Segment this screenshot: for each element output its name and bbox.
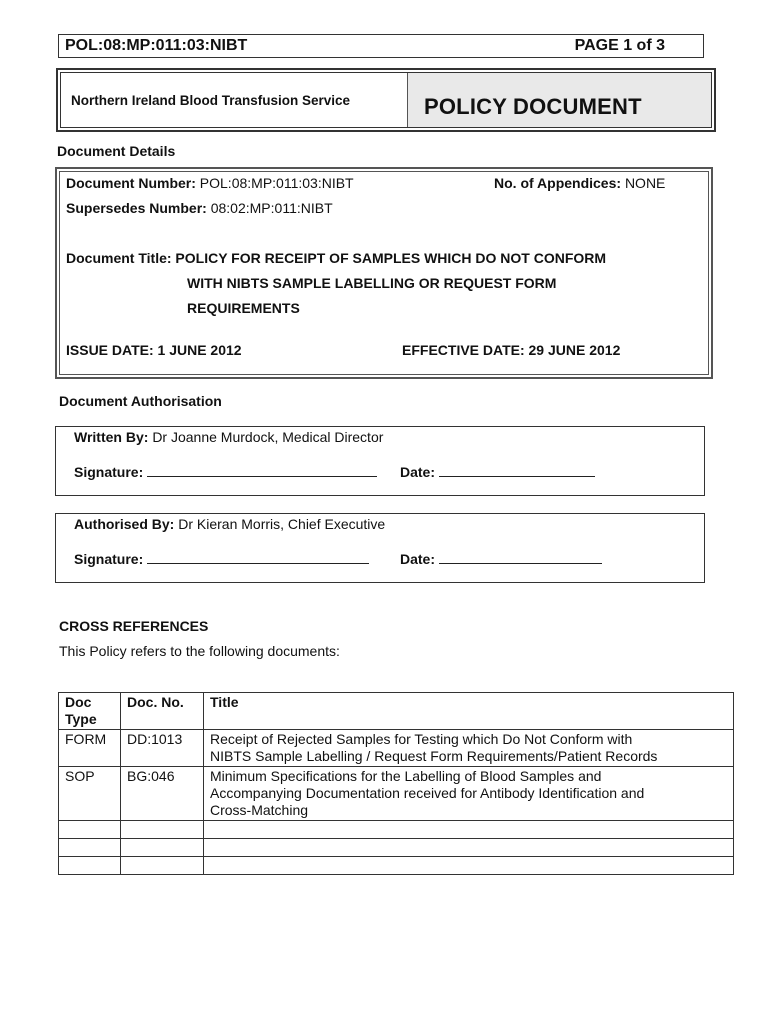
empty-cell xyxy=(204,821,734,839)
appendices-row xyxy=(494,175,665,191)
doc-type-cell: SOP xyxy=(59,767,121,821)
authorised-signature-row xyxy=(74,549,369,567)
banner-inner-frame xyxy=(60,72,712,128)
empty-cell xyxy=(204,839,734,857)
document-header-bar xyxy=(58,34,704,58)
authorised-by-label: Authorised By: xyxy=(74,516,175,532)
date-line[interactable] xyxy=(439,462,595,477)
column-header-doc-no: Doc. No. xyxy=(121,693,204,730)
document-number-row xyxy=(66,175,354,191)
signature-line[interactable] xyxy=(147,549,369,564)
signature-label: Signature: xyxy=(74,551,144,567)
organisation-banner xyxy=(56,68,716,132)
document-type-title: POLICY DOCUMENT xyxy=(424,94,642,119)
authorised-by-box xyxy=(55,513,705,583)
document-type-panel xyxy=(407,73,711,127)
supersedes-label: Supersedes Number: xyxy=(66,200,207,216)
doc-type-header-line-2: Type xyxy=(65,711,97,727)
document-details-box xyxy=(55,167,713,379)
document-number-label: Document Number: xyxy=(66,175,196,191)
document-reference: POL:08:MP:011:03:NIBT xyxy=(65,37,248,54)
cross-references-intro: This Policy refers to the following documents: xyxy=(59,643,340,659)
empty-table-row xyxy=(59,839,734,857)
document-authorisation-heading: Document Authorisation xyxy=(59,393,222,409)
doc-type-header-line-1: Doc xyxy=(65,694,92,710)
signature-line[interactable] xyxy=(147,462,377,477)
written-by-label: Written By: xyxy=(74,429,149,445)
empty-cell xyxy=(121,821,204,839)
appendices-label: No. of Appendices: xyxy=(494,175,622,191)
supersedes-row xyxy=(66,200,333,216)
supersedes-value: 08:02:MP:011:NIBT xyxy=(210,200,333,216)
written-by-box xyxy=(55,426,705,496)
document-details-heading: Document Details xyxy=(57,143,176,159)
empty-cell xyxy=(204,857,734,875)
empty-cell xyxy=(121,857,204,875)
written-by-value: Dr Joanne Murdock, Medical Director xyxy=(152,429,384,445)
title-line: NIBTS Sample Labelling / Request Form Requirements/Patient Records xyxy=(210,748,658,764)
column-header-doc-type xyxy=(59,693,121,730)
title-line: Accompanying Documentation received for Antibody Identification and xyxy=(210,785,645,801)
document-title-line-3: REQUIREMENTS xyxy=(187,300,300,316)
empty-table-row xyxy=(59,821,734,839)
title-cell xyxy=(204,730,734,767)
cross-references-heading: CROSS REFERENCES xyxy=(59,618,209,634)
empty-cell xyxy=(59,821,121,839)
table-header-row xyxy=(59,693,734,730)
date-line[interactable] xyxy=(439,549,602,564)
empty-cell xyxy=(59,857,121,875)
written-date-row xyxy=(400,462,595,480)
title-line: Receipt of Rejected Samples for Testing which Do Not Conform with xyxy=(210,731,633,747)
issue-date: ISSUE DATE: 1 JUNE 2012 xyxy=(66,342,242,358)
date-label: Date: xyxy=(400,551,436,567)
cross-references-table xyxy=(58,692,734,875)
column-header-title: Title xyxy=(204,693,734,730)
document-title-row xyxy=(66,250,606,266)
title-line: Minimum Specifications for the Labelling of Blood Samples and xyxy=(210,768,602,784)
appendices-value: NONE xyxy=(624,175,666,191)
title-cell xyxy=(204,767,734,821)
document-title-line-1: POLICY FOR RECEIPT OF SAMPLES WHICH DO NOT CONFORM xyxy=(175,250,607,266)
empty-cell xyxy=(59,839,121,857)
doc-type-cell: FORM xyxy=(59,730,121,767)
written-signature-row xyxy=(74,462,377,480)
organisation-name: Northern Ireland Blood Transfusion Service xyxy=(71,93,351,108)
authorised-by-row xyxy=(74,516,385,532)
authorised-date-row xyxy=(400,549,602,567)
effective-date: EFFECTIVE DATE: 29 JUNE 2012 xyxy=(402,342,621,358)
date-label: Date: xyxy=(400,464,436,480)
document-title-label: Document Title: xyxy=(66,250,172,266)
signature-label: Signature: xyxy=(74,464,144,480)
doc-no-cell: DD:1013 xyxy=(121,730,204,767)
document-title-line-2: WITH NIBTS SAMPLE LABELLING OR REQUEST FORM xyxy=(187,275,557,291)
title-line: Cross-Matching xyxy=(210,802,309,818)
doc-no-cell: BG:046 xyxy=(121,767,204,821)
details-inner-frame xyxy=(59,171,709,375)
written-by-row xyxy=(74,429,383,445)
document-number-value: POL:08:MP:011:03:NIBT xyxy=(199,175,354,191)
authorised-by-value: Dr Kieran Morris, Chief Executive xyxy=(178,516,386,532)
empty-table-row xyxy=(59,857,734,875)
table-row xyxy=(59,730,734,767)
table-row xyxy=(59,767,734,821)
empty-cell xyxy=(121,839,204,857)
page-number: PAGE 1 of 3 xyxy=(574,37,665,54)
